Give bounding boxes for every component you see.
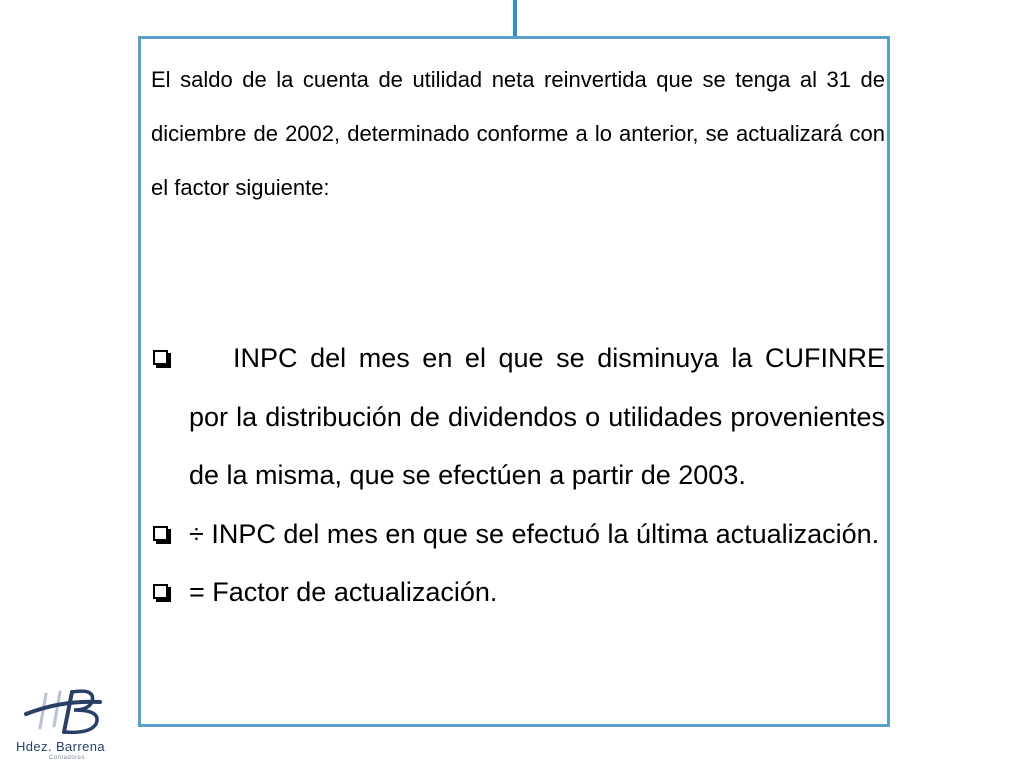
checkbox-bullet-icon bbox=[153, 526, 168, 541]
company-logo bbox=[6, 680, 132, 764]
bullet-text: INPC del mes en el que se disminuya la CUFINRE por la distribución de dividendos o utilidades provenientes de la misma, que se efectúen a partir de 2003. bbox=[189, 343, 885, 490]
intro-paragraph: El saldo de la cuenta de utilidad neta reinvertida que se tenga al 31 de diciembre de 2002, determinado conforme a lo anterior, se actualizará con el factor siguiente: bbox=[151, 67, 885, 200]
top-connector-line bbox=[513, 0, 517, 38]
bullet-text: = Factor de actualización. bbox=[189, 577, 498, 607]
bullet-item-factor-actualizacion bbox=[149, 563, 885, 622]
bullet-item-inpc-disminucion bbox=[149, 329, 885, 505]
content-box bbox=[138, 36, 890, 727]
logo-name: Hdez. Barrena bbox=[16, 739, 106, 754]
bullet-item-inpc-ultima-actualizacion bbox=[149, 505, 885, 564]
bullet-list bbox=[149, 329, 885, 622]
logo-subtitle: Contadores bbox=[49, 755, 86, 761]
checkbox-bullet-icon bbox=[153, 584, 168, 599]
bullet-text: ÷ INPC del mes en que se efectuó la última actualización. bbox=[189, 518, 880, 549]
checkbox-bullet-icon bbox=[153, 350, 168, 365]
hb-monogram-icon bbox=[22, 680, 112, 736]
